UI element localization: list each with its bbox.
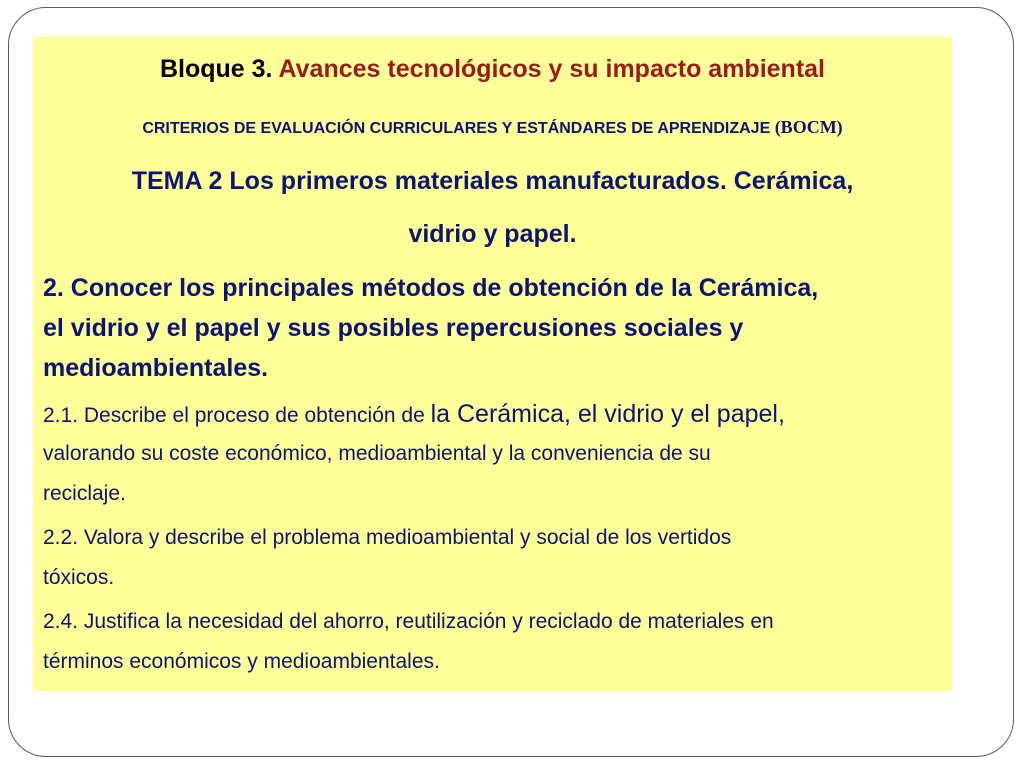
tema-heading-line-2: vidrio y papel.	[408, 220, 577, 248]
standard-2-1-line-2: valorando su coste económico, medioambiental y la conveniencia de su	[43, 442, 711, 465]
content-box	[33, 37, 952, 691]
tema-heading-line-1: TEMA 2 Los primeros materiales manufacturados. Cerámica,	[131, 167, 854, 195]
criteria-subtitle-source: (BOCM)	[774, 117, 843, 137]
criterion-line-2: el vidrio y el papel y sus posibles repercusiones sociales y	[43, 314, 744, 342]
standard-2-4-line-2: términos económicos y medioambientales.	[43, 650, 440, 673]
criterion-line-1: 2. Conocer los principales métodos de obtención de la Cerámica,	[43, 274, 819, 302]
block-title-prefix: Bloque 3.	[159, 55, 273, 83]
standard-2-2-line-2: tóxicos.	[43, 566, 115, 589]
block-title	[33, 55, 952, 84]
standard-2-1-line-1	[43, 400, 785, 429]
standard-2-2-line-1: 2.2. Valora y describe el problema medioambiental y social de los vertidos	[43, 526, 732, 549]
criteria-subtitle	[33, 117, 952, 138]
standard-2-1-line-3: reciclaje.	[43, 482, 126, 505]
criterion-line-3: medioambientales.	[43, 354, 269, 382]
standard-2-4-line-1: 2.4. Justifica la necesidad del ahorro, reutilización y reciclado de materiales en	[43, 610, 774, 633]
standard-2-1-part-1: 2.1. Describe el proceso de obtención de	[43, 404, 425, 427]
block-title-accent: Avances tecnológicos y su impacto ambiental	[278, 55, 825, 83]
criteria-subtitle-main: CRITERIOS DE EVALUACIÓN CURRICULARES Y ESTÁNDARES DE APRENDIZAJE	[142, 120, 771, 137]
standard-2-1-part-2: la Cerámica, el vidrio y el papel,	[430, 400, 785, 428]
